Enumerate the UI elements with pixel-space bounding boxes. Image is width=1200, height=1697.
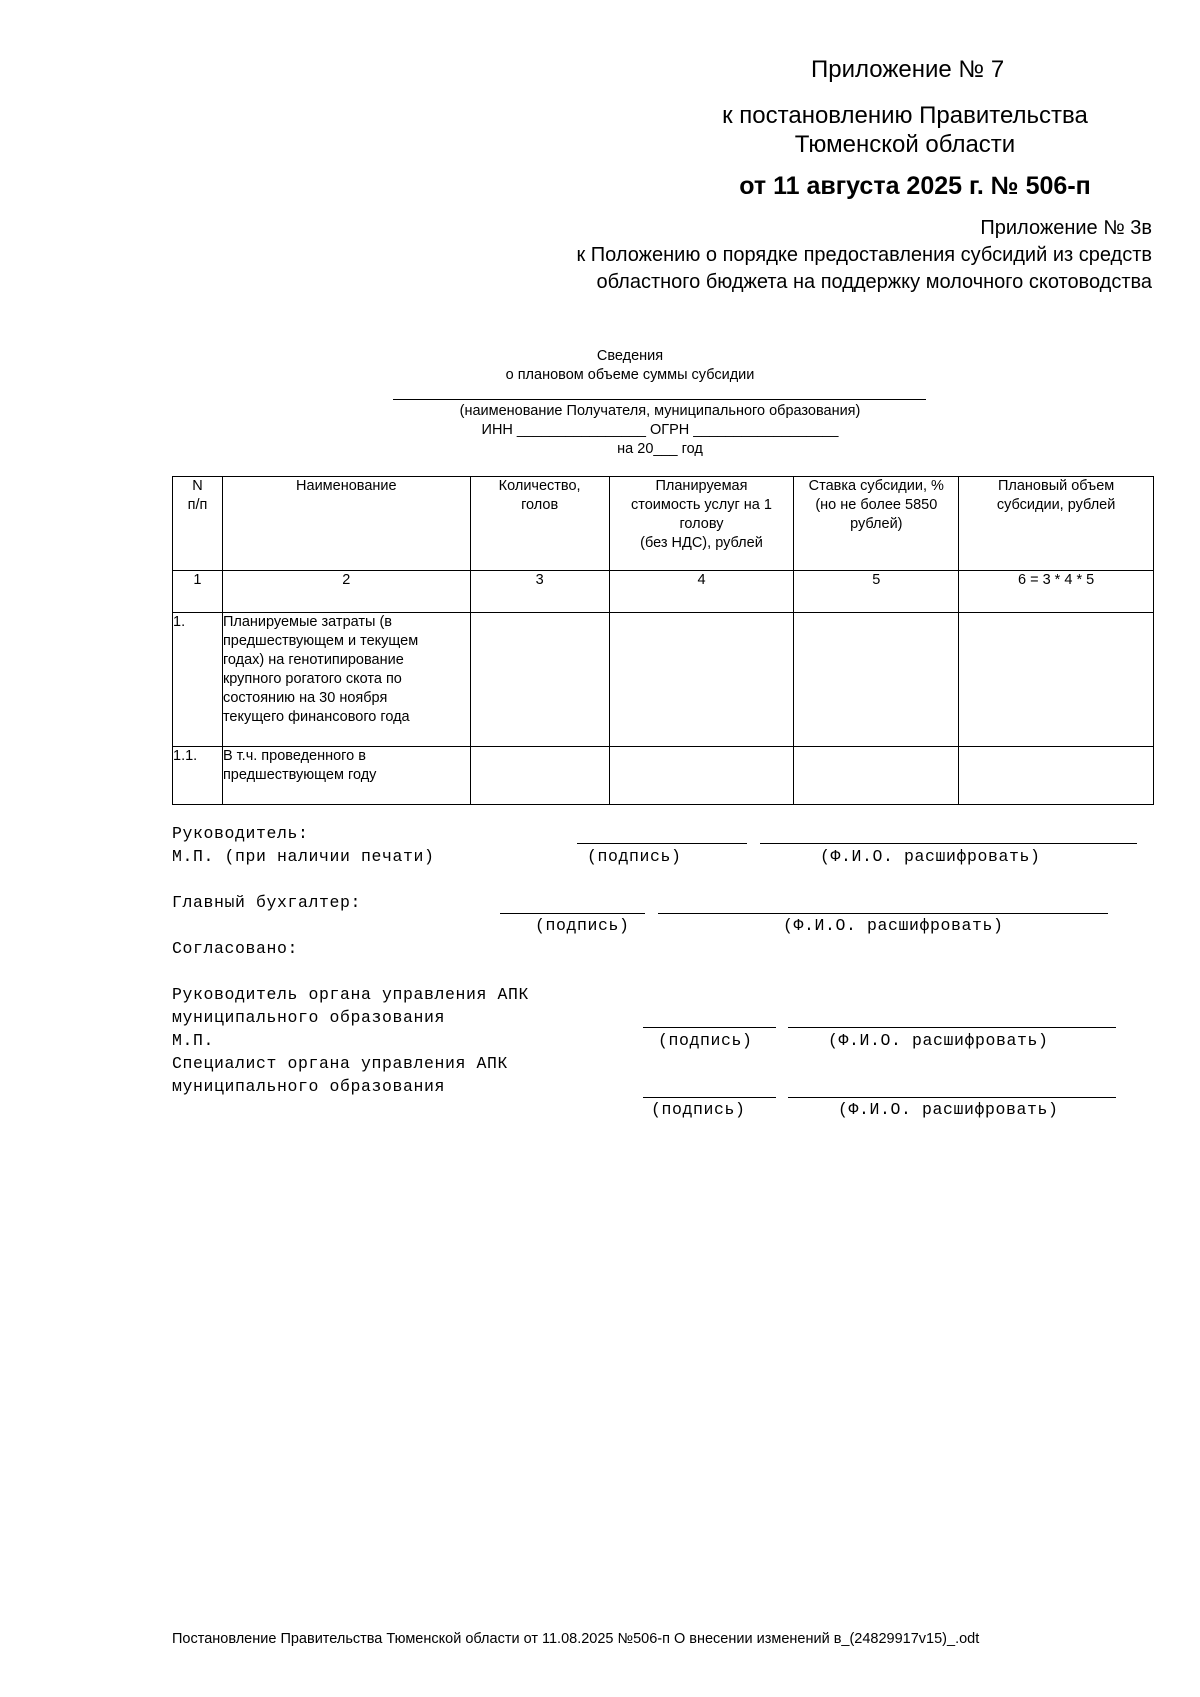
- recipient-name-line: [393, 399, 926, 400]
- qty-cell: [470, 747, 609, 805]
- row-number-cell: 1.1.: [173, 747, 223, 805]
- header-cell: Наименование: [222, 477, 470, 571]
- row-number-cell: 1.: [173, 613, 223, 747]
- form-title-line-1: Сведения: [596, 348, 664, 364]
- mp-label: М.П.: [172, 1031, 215, 1050]
- regulation-reference: [452, 215, 1152, 296]
- apk-head-fio-caption: (Ф.И.О. расшифровать): [828, 1031, 1049, 1050]
- agreed-label: Согласовано:: [172, 939, 299, 958]
- head-signature-caption: (подпись): [587, 847, 682, 866]
- rate-cell: [794, 747, 959, 805]
- resolution-line-2: Тюменской области: [794, 131, 1016, 158]
- apk-head-line-2: муниципального образования: [172, 1008, 446, 1027]
- table-header-row: [173, 477, 1154, 571]
- apk-head-line-1: Руководитель органа управления АПК: [172, 985, 530, 1004]
- table-row: [173, 747, 1154, 805]
- column-number-row: [173, 571, 1154, 613]
- chief-accountant-label: Главный бухгалтер:: [172, 893, 362, 912]
- resolution-line-1: к постановлению Правительства: [722, 102, 1088, 129]
- column-number-cell: 3: [470, 571, 609, 613]
- apk-specialist-line-1: Специалист органа управления АПК: [172, 1054, 509, 1073]
- regulation-line-1: к Положению о порядке предоставления субсидий из средств: [576, 244, 1152, 266]
- regulation-line-2: областного бюджета на поддержку молочного скотоводства: [596, 271, 1152, 293]
- head-fio-line: [760, 843, 1137, 844]
- apk-head-fio-line: [788, 1027, 1116, 1028]
- appendix-3v-title: Приложение № 3в: [980, 217, 1152, 239]
- apk-specialist-line-2: муниципального образования: [172, 1077, 446, 1096]
- inn-ogrn-line: ИНН ________________ ОГРН __________________: [481, 422, 839, 438]
- row-name-cell: В т.ч. проведенного в предшествующем году: [222, 747, 470, 805]
- row-name-cell: Планируемые затраты (в предшествующем и текущем годах) на генотипирование крупного рогатого скота по состоянию на 30 ноября текущего финансового года: [222, 613, 470, 747]
- year-line: на 20___ год: [617, 441, 703, 457]
- subsidy-table: [172, 476, 1154, 805]
- head-signature-line: [577, 843, 747, 844]
- head-fio-caption: (Ф.И.О. расшифровать): [820, 847, 1041, 866]
- header-cell: Количество, голов: [470, 477, 609, 571]
- document-footer: Постановление Правительства Тюменской области от 11.08.2025 №506-п О внесении изменений в_(24829917v15)_.odt: [172, 1631, 980, 1647]
- accountant-signature-caption: (подпись): [535, 916, 630, 935]
- resolution-date-number: от 11 августа 2025 г. № 506-п: [739, 172, 1091, 200]
- column-number-cell: 4: [609, 571, 794, 613]
- apk-specialist-signature-caption: (подпись): [651, 1100, 746, 1119]
- table-row: [173, 613, 1154, 747]
- form-title: [400, 347, 860, 385]
- header-cell: Плановый объем субсидии, рублей: [959, 477, 1154, 571]
- accountant-fio-caption: (Ф.И.О. расшифровать): [783, 916, 1004, 935]
- column-number-cell: 6 = 3 * 4 * 5: [959, 571, 1154, 613]
- header-cell: N п/п: [173, 477, 223, 571]
- cost-cell: [609, 613, 794, 747]
- rate-cell: [794, 613, 959, 747]
- apk-head-signature-caption: (подпись): [658, 1031, 753, 1050]
- header-cell: Ставка субсидии, % (но не более 5850 рублей): [794, 477, 959, 571]
- column-number-cell: 2: [222, 571, 470, 613]
- volume-cell: [959, 747, 1154, 805]
- recipient-block: [380, 402, 940, 459]
- resolution-reference: [680, 101, 1130, 159]
- column-number-cell: 5: [794, 571, 959, 613]
- cost-cell: [609, 747, 794, 805]
- form-title-line-2: о плановом объеме суммы субсидии: [505, 367, 755, 383]
- column-number-cell: 1: [173, 571, 223, 613]
- recipient-caption: (наименование Получателя, муниципального образования): [459, 403, 861, 419]
- volume-cell: [959, 613, 1154, 747]
- apk-head-signature-line: [643, 1027, 776, 1028]
- apk-specialist-fio-caption: (Ф.И.О. расшифровать): [838, 1100, 1059, 1119]
- head-label: Руководитель:: [172, 824, 309, 843]
- qty-cell: [470, 613, 609, 747]
- stamp-label: М.П. (при наличии печати): [172, 847, 435, 866]
- header-cell: Планируемая стоимость услуг на 1 голову (без НДС), рублей: [609, 477, 794, 571]
- appendix-7-title: Приложение № 7: [811, 56, 1005, 83]
